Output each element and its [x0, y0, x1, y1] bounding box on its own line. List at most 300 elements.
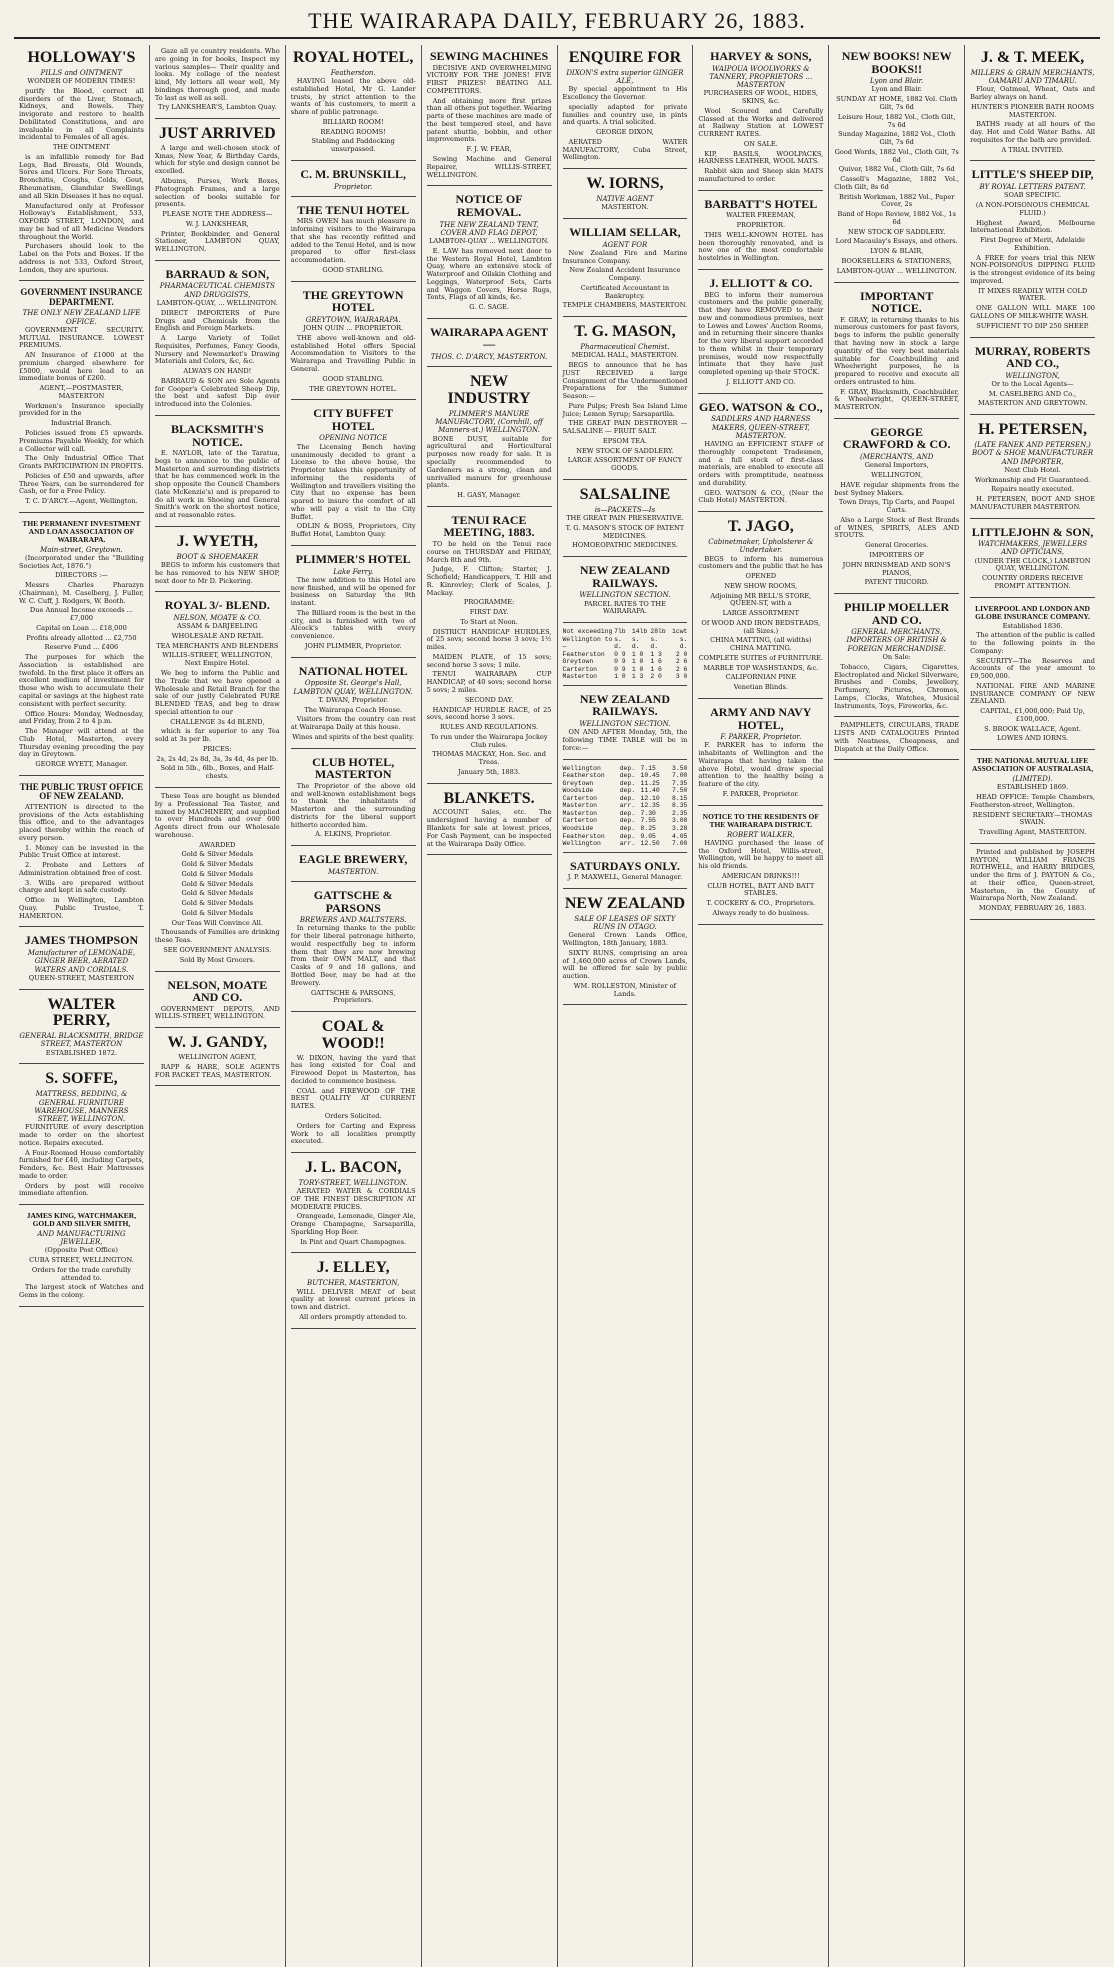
ad-subtitle: Featherston. [330, 68, 376, 77]
ad-body [427, 809, 552, 848]
ad-text: TEMPLE CHAMBERS, MASTERTON. [562, 301, 688, 310]
ad-title: CLUB HOTEL, MASTERTON [312, 754, 395, 782]
table-cell: 0 9 [614, 650, 626, 658]
ad-subtitle: (LATE FANEK AND PETERSEN,) BOOT & SHOE MANUFACTURER AND IMPORTER, [971, 441, 1094, 466]
ad-title: WALTER PERRY, [47, 995, 116, 1030]
ad-text: MONDAY, FEBRUARY 26, 1883. [978, 904, 1087, 913]
ad-body [291, 1289, 416, 1322]
ad-subtitle: F. PARKER, Proprietor. [720, 733, 802, 742]
ad-text: H. PETERSEN, BOOT AND SHOE MANUFACTURER MASTERTON. [970, 495, 1095, 511]
ad-subtitle: BUTCHER, MASTERTON, [307, 1279, 400, 1288]
column-3 [286, 45, 422, 1967]
ad-subtitle: NELSON, MOATE & CO. [173, 613, 262, 622]
advertisement [698, 514, 823, 699]
ad-text: AWARDED [199, 840, 236, 849]
ad-title: J. ELLIOTT & CO. [709, 275, 813, 290]
ad-subtitle: TORY-STREET, WELLINGTON. [298, 1178, 408, 1187]
table-cell: dep. [619, 794, 636, 802]
ad-text: Flour, Oatmeal, Wheat, Oats and Barley always on hand. [970, 85, 1095, 102]
ad-text: A. ELKINS, Proprietor. [315, 830, 392, 839]
ad-subtitle: is—PACKETS—Is [594, 505, 656, 514]
ad-text: 2s, 2s 4d, 2s 8d, 3s, 3s 4d, 4s per lb. [156, 754, 279, 763]
ad-text: RAPP & HARE, SOLE AGENTS FOR PACKET TEAS, MASTERTON. [154, 1062, 280, 1079]
ad-text: PAMPHLETS, CIRCULARS, TRADE LISTS AND CATALOGUES Printed with Neatness, Cheapness, and Dispatch at the Daily Office. [834, 721, 960, 753]
ad-text: In returning thanks to the public for their liberal patronage hitherto, would respectfully beg to inform them that they are now brewing from their OWN MALT, and that Casks of 9 and 18 gallons, and Bottled Beer, may be had at the Brewery. [290, 924, 416, 987]
ad-text: ESTABLISHED 1869. [996, 783, 1069, 792]
table-cell: 14lb [631, 628, 648, 636]
advertisement [563, 482, 688, 557]
ad-text: Gaze all ye country residents. Who are going in for books, Inspect my various samples— Their quality and looks. My collage of the neatest kind, My letters all wear well, My bindings thorough good, and made To last as well as sell. [154, 47, 280, 102]
table-cell: dep. [619, 832, 636, 840]
ad-text: Sunday Magazine, 1882 Vol., Cloth Gilt, 7s 6d [838, 130, 956, 147]
ad-title: THE PERMANENT INVESTMENT AND LOAN ASSOCIATION OF WAIRARAPA. [22, 518, 141, 544]
ad-subtitle: WATCHMAKERS, JEWELLERS AND OPTICIANS, [977, 540, 1088, 557]
advertisement [698, 272, 823, 394]
ad-title: GEO. WATSON & CO., [699, 399, 823, 414]
ad-body [834, 462, 959, 587]
ad-title: W. IORNS, [586, 175, 664, 193]
ad-text: British Workman, 1882 Vol., Paper Cover, 2s [838, 192, 955, 209]
ad-text: CUBA STREET, WELLINGTON. [29, 1256, 134, 1265]
ad-body [291, 1188, 416, 1246]
ad-title: T. JAGO, [727, 518, 794, 536]
ad-text: GOOD STABLING. [322, 374, 384, 383]
ad-text: Our Teas Will Convince All. [171, 918, 263, 927]
ad-text: Quiver, 1882 Vol., Cloth Gilt, 7s 6d [838, 165, 955, 174]
ad-text: COAL and FIREWOOD OF THE BEST QUALITY AT CURRENT RATES. [290, 1086, 416, 1111]
ad-text: A Four-Roomed House comfortably furnished for £40, including Carpets, Fenders, &c. Best Hair Mattresses made to order. [19, 1148, 144, 1180]
ad-text: General Importers, [864, 461, 929, 470]
ad-title: PHILIP MOELLER AND CO. [844, 600, 950, 627]
ad-text: The largest stock of Watches and Gems in the colony. [19, 1283, 144, 1300]
ad-text: HAVING an EFFICIENT STAFF of thoroughly competent Tradesmen, and a full stock of first-class materials, are enabled to execute all orders with promptitude, neatness and durability. [698, 440, 824, 487]
ad-text: WELLINGTON, [871, 471, 923, 480]
ad-text: READING ROOMS! [320, 127, 386, 136]
ad-body [970, 623, 1095, 744]
ad-body [698, 441, 823, 505]
ad-subtitle: WELLINGTON, [1005, 371, 1060, 380]
ad-subtitle: NATIVE AGENT [596, 194, 654, 203]
ad-subtitle: AGENT FOR [602, 240, 648, 249]
advertisement [834, 45, 959, 283]
table-cell: Featherston [562, 832, 605, 840]
ad-text: Try LANKSHEAR'S, Lambton Quay. [158, 103, 277, 112]
column-1 [14, 45, 150, 1967]
ad-text: PURCHASERS OF WOOL, HIDES, SKINS, &c. [703, 89, 818, 106]
ad-text: Next Club Hotel. [1004, 465, 1061, 474]
ad-body [698, 212, 823, 263]
ad-text: Established 1836. [1002, 621, 1063, 630]
table-cell: 28lb [650, 628, 666, 636]
ad-text: DIRECT IMPORTERS of Pure Drugs and Chemicals from the English and Foreign Markets. [154, 308, 280, 333]
ad-text: specially adapted for private families and country use, in pints and quarts. A trial solicited. [562, 102, 688, 127]
ad-text: WM. ROLLESTON, Minister of Lands. [573, 981, 677, 998]
ad-body [19, 1124, 144, 1198]
ad-text: NEW SHOW ROOMS, [724, 581, 798, 590]
advertisement [563, 625, 688, 686]
ad-text: NEW STOCK OF SADDLERY. [848, 227, 946, 236]
ad-body [970, 558, 1095, 591]
ad-text: Gold & Silver Medals [181, 869, 254, 878]
ad-text: TO be held on the Tenui race course on THURSDAY and FRIDAY, March 8th and 9th. [426, 539, 552, 564]
ad-text: MARBLE TOP WASHSTANDS, &c. [703, 663, 819, 672]
advertisement [291, 1155, 416, 1253]
ad-text: BONE DUST, suitable for agricultural and Horticultural purposes now ready for sale. It is specially recommended to Gardeners as a strong, clean and unrivalled manure for greenhouse plants. [426, 434, 552, 490]
advertisement [155, 45, 280, 119]
ad-text: ACCOUNT Sales, etc. The undersigned having a number of Blankets for sale at lowest prices, For Cash Payment, can be inspected at the Wairarapa Daily Office. [426, 808, 552, 848]
ad-title: J. & T. MEEK, [980, 49, 1085, 66]
table-row [563, 817, 688, 825]
ad-text: T. COCKERY & CO., Proprietors. [706, 899, 816, 908]
advertisement [563, 221, 688, 317]
ad-body [698, 742, 823, 798]
table-cell: Featherston [562, 772, 605, 780]
ad-body [563, 515, 688, 550]
ad-text: MAIDEN PLATE, of 15 sovs; second horse 3 sovs; 1 mile. [426, 652, 552, 669]
advertisement [563, 891, 688, 1005]
ad-subtitle: ROBERT WALKER, [726, 830, 795, 839]
table-row [563, 658, 688, 666]
ad-title: MURRAY, ROBERTS AND CO., [974, 343, 1091, 371]
advertisement [834, 596, 959, 717]
ad-text: A TRIAL INVITED. [1001, 145, 1064, 154]
advertisement [563, 319, 688, 480]
advertisement [563, 762, 688, 853]
ad-text: Policies of £50 and upwards, after Three Years, can be surrendered for Cash, or for a Free Policy. [19, 471, 144, 496]
ad-text: AGENT,—POSTMASTER, MASTERTON [39, 384, 124, 400]
table-cell: 8.15 [672, 794, 688, 802]
advertisement [970, 45, 1095, 161]
ad-text: Or to the Local Agents— [991, 379, 1074, 388]
ad-title: C. M. BRUNSKILL, [300, 166, 407, 181]
ad-text: J. P. MAXWELL, General Manager. [567, 873, 683, 882]
ad-text: The Licensing Bench having unanimously decided to grant a License to the above house, the Proprietor takes this opportunity of informing the residents of Wellington and travellers visiting the City that no expense has been spared to insure the comfort of all who will pay a visit to the City Buffet. [290, 442, 416, 521]
table-cell: 3 0 [675, 673, 688, 681]
ad-title: ENQUIRE FOR [568, 49, 682, 66]
table-cell: dep. [619, 809, 636, 817]
ad-text: MASTERTON. [601, 203, 649, 212]
table-cell: s. d. [631, 635, 640, 651]
advertisement [155, 1030, 280, 1086]
column-2 [150, 45, 286, 1967]
ad-text: Purchasers should look to the Label on the Pots and Boxes. If the address is not 533, Oxford Street, London, they are spurious. [19, 242, 144, 274]
ad-text: J. ELLIOTT AND CO. [726, 377, 796, 386]
ad-text: THOMAS MACKAY, Hon. Sec. and Treas. [432, 750, 547, 767]
ad-text: T. G. MASON'S STOCK OF PATENT MEDICINES. [565, 523, 685, 540]
ad-body [291, 697, 416, 742]
ad-subtitle: Manufacturer of LEMONADE, GINGER BEER, AERATED WATERS AND CORDIALS. [27, 949, 136, 974]
ad-title: ROYAL HOTEL, [293, 49, 414, 66]
ad-text: To Start at Noon. [460, 617, 518, 626]
table-cell: 4.05 [672, 832, 688, 840]
ad-text: DIRECTORS :— [54, 571, 108, 580]
ad-subtitle: Main-street, Greytown. [40, 545, 123, 554]
table-cell: Masterton [562, 802, 598, 810]
table-cell: 7.30 [640, 809, 656, 817]
ad-text: Albums, Purses, Work Boxes, Photograph Frames, and a large selection of books suitable for presents. [154, 176, 280, 209]
ad-text: SOAB SPECIFIC. [1003, 191, 1062, 200]
ad-subtitle: WELLINGTON SECTION. [579, 720, 671, 729]
ad-title: ROYAL 3/- BLEND. [164, 598, 270, 613]
table-cell: 3.28 [672, 824, 688, 832]
table-cell: 1 0 [631, 658, 644, 666]
advertisement [563, 855, 688, 889]
ad-text: CAPITAL, £1,000,000; Paid Up, £100,000. [980, 707, 1085, 723]
ad-text: Highest Award, Melbourne International Exhibition. [970, 218, 1095, 235]
ad-title: LITTLE'S SHEEP DIP, [971, 167, 1094, 182]
ad-text: By special appointment to His Excellency the Governor. [562, 85, 688, 102]
ad-text: FURNITURE of every description made to order on the shortest notice. Repairs executed. [19, 1123, 144, 1147]
ad-text: 2. Probate and Letters of Administration obtained free of cost. [19, 861, 144, 877]
table-row [563, 666, 688, 674]
ad-text: ON SALE. [743, 139, 778, 148]
ad-text: CLUB HOTEL, BATT AND BATT STABLES. [707, 881, 815, 898]
ad-body [563, 86, 688, 162]
ad-text: These Teas are bought as blended by a Professional Tea Taster, and mixed by MACHINERY, and supplied to over Hundreds and over 600 Agents direct from our Wholesale warehouse. [154, 791, 280, 839]
ad-text: F. PARKER, Proprietor. [722, 790, 799, 799]
table-row [563, 673, 688, 681]
ad-body [427, 65, 552, 180]
ad-text: LAMBTON-QUAY ... WELLINGTON. [429, 237, 549, 245]
advertisement [291, 402, 416, 546]
advertisement [19, 929, 144, 989]
ad-body [291, 1055, 416, 1146]
ad-text: IT MIXES READILY WITH COLD WATER. [977, 286, 1088, 303]
advertisement [155, 790, 280, 972]
table-cell: 9.05 [640, 832, 656, 840]
ad-text: LOWES AND IORNS. [997, 734, 1069, 743]
ad-subtitle: WAIPOUA WOOLWORKS & TANNERY, PROPRIETORS ... MASTERTON [709, 64, 813, 90]
advertisement [563, 559, 688, 623]
table-cell: 7.15 [640, 764, 656, 772]
ad-text: (Incorporated under the "Building Societies Act, 1876.") [19, 553, 144, 570]
ad-text: Office Hours: Monday, Wednesday, and Friday, from 2 to 4 p.m. [19, 709, 144, 726]
ad-text: T. DWAN, Proprietor. [318, 695, 389, 704]
ad-text: GEORGE WYETT, Manager. [35, 760, 128, 769]
advertisement [427, 369, 552, 506]
ad-text: January 5th, 1883. [457, 767, 521, 776]
ad-text: Certificated Accountant in Bankruptcy. [580, 283, 670, 300]
ad-text: A Large Variety of Toilet Requisites, Perfumes, Fancy Goods, Nursery and Newmarket's Drawing Materials and Colors, &c, &c. [154, 334, 280, 366]
ad-text: WALTER FREEMAN, [726, 211, 796, 220]
ad-body [563, 932, 688, 998]
ad-body [834, 317, 959, 412]
advertisement [698, 45, 823, 191]
ad-text: PLEASE NOTE THE ADDRESS— [162, 210, 273, 219]
table-cell: 7.00 [672, 840, 688, 848]
ad-body [563, 352, 688, 473]
ad-text: HEAD OFFICE: Temple Chambers, Featherston-street, Wellington. [970, 793, 1095, 809]
ad-body [698, 556, 823, 692]
ad-text: General Crown Lands Office, Wellington, 18th January, 1883. [562, 931, 688, 948]
ad-text: LAMBTON-QUAY, ... WELLINGTON. [156, 298, 278, 307]
ad-text: which is far superior to any Tea sold at 3s per lb. [154, 727, 280, 744]
ad-text: 1. Money can be invested in the Public Trust Office at interest. [19, 843, 144, 860]
ad-text: And obtaining more first prizes than all others put together. Wearing parts of these machines are made of the best tempered steel, and have patent shuttle, bobbin, and other improvements. [426, 96, 552, 144]
ad-text: Venetian Blinds. [733, 683, 788, 692]
ad-body [19, 555, 144, 769]
ad-body [19, 975, 144, 983]
ad-text: To run under the Wairarapa Jockey Club rules. [430, 732, 548, 749]
ad-title: TENUI RACE MEETING, 1883. [443, 512, 535, 540]
ad-text: ODLIN & BOSS, Proprietors, City Buffet Hotel, Lambton Quay. [290, 522, 416, 539]
ad-text: Gold & Silver Medals [181, 879, 254, 888]
ad-text: THE above well-known and old-established Hotel offers Special Accommodation to Visitors to the Wairarapa and Travelling Public in General. [290, 333, 416, 373]
ad-text: OPENED [745, 572, 777, 581]
ad-body [155, 1054, 280, 1079]
ad-text: Visitors from the country can rest at Wairarapa Daily at this house. [290, 715, 416, 732]
ad-text: GOOD STABLING. [322, 265, 384, 274]
table-cell: 12.10 [640, 794, 660, 802]
table-row [563, 825, 688, 833]
ad-text: WILL DELIVER MEAT of best quality at lowest current prices in town and district. [290, 1287, 416, 1312]
ad-text: Leisure Hour, 1882 Vol., Cloth Gilt, 7s 6d [837, 112, 956, 129]
ad-text: Profits already allotted ... £2,750 [26, 633, 137, 642]
ad-text: The purposes for which the Association is established are twofold. In the first place it offers an excellent medium of investment for those who wish to accumulate their capital or savings at the highest rate consistent with perfect security. [19, 653, 144, 708]
ad-text: HAVING leased the above old-established Hotel, Mr G. Lander trusts, by strict attention to the wants of his customers, to merit a share of public patronage. [290, 77, 416, 117]
ad-text: PATENT TRICORD. [864, 578, 929, 587]
table-cell: 0 9 [614, 665, 626, 673]
table-cell: 11.25 [640, 779, 660, 787]
table-cell: Woodside [562, 787, 594, 795]
table-cell: 3.00 [672, 817, 688, 825]
ad-subtitle: Opposite St. George's Hall, LAMBTON QUAY, WELLINGTON. [293, 679, 413, 696]
ad-body [427, 541, 552, 777]
table-cell: 1 0 [631, 650, 644, 658]
advertisement [291, 660, 416, 749]
ad-text: Capital on Loan ... £18,000 [36, 623, 127, 632]
table-row [563, 833, 688, 841]
columns [14, 45, 1100, 1967]
ad-text: W. J. LANKSHEAR, [185, 219, 249, 228]
ad-body [155, 1006, 280, 1022]
ad-title: HARVEY & SONS, [710, 49, 812, 63]
ad-text: The Proprietor of the above old and well-known establishment begs to thank the inhabitants of Masterton and the surrounding districts for the liberal support hitherto accorded him. [290, 781, 416, 829]
ad-subtitle: (MERCHANTS, AND [859, 453, 934, 462]
ad-text: A FREE for years trial this NEW NON-POISONOUS DIPPING FLUID is the strongest evidence of its being improved. [970, 253, 1095, 285]
ad-text: COUNTRY ORDERS RECEIVE PROMPT ATTENTION. [981, 574, 1084, 591]
table-cell: Carterton [562, 665, 598, 673]
ad-text: PROPRIETOR. [736, 221, 786, 230]
advertisement [563, 688, 688, 760]
ad-title: PLIMMER'S HOTEL [295, 551, 411, 566]
table-cell: Carterton [562, 794, 598, 802]
table-cell: Wellington to— [562, 635, 613, 651]
ad-body [155, 300, 280, 409]
ad-text: M. CASELBERG AND Co., [988, 389, 1077, 398]
ad-text: purify the Blood, correct all disorders of the Liver, Stomach, Kidneys, and Bowels. They invigorate and restore to health Debilitated Constitutions, and are invaluable in all Complaints incidental to Females of all ages. [19, 86, 144, 142]
ad-text: BOOKSELLERS & STATIONERS, [841, 256, 952, 265]
ad-text: The new addition to this Hotel are now finished, and will be opened for business on Saturday the 9th instant. [290, 575, 416, 608]
ad-text: S. BROOK WALLACE, Agent. [984, 724, 1081, 733]
column-6 [693, 45, 829, 1967]
ad-title: LIVERPOOL AND LONDON AND GLOBE INSURANCE COMPANY. [975, 603, 1090, 621]
ad-title: SATURDAYS ONLY. [570, 858, 680, 873]
ad-text: Due Annual Income exceeds ... £7,000 [29, 606, 133, 623]
ad-subtitle: GENERAL BLACKSMITH, BRIDGE STREET, MASTERTON [19, 1032, 144, 1049]
advertisement [155, 529, 280, 592]
ad-text: BILLIARD ROOM! [322, 117, 384, 126]
ad-text: GATTSCHE & PARSONS, Proprietors. [310, 988, 396, 1005]
table-cell: 2 0 [675, 650, 688, 658]
advertisement [155, 418, 280, 527]
ad-title: J. L. BACON, [304, 1159, 402, 1177]
table-cell: 7.00 [672, 772, 688, 780]
column-5 [558, 45, 694, 1967]
table-cell: dep. [619, 779, 636, 787]
ad-text: BEGS to inform his customers that he has removed to his NEW SHOP, next door to Mr D. Pickering. [154, 561, 280, 585]
ad-title: BARBATT'S HOTEL [704, 196, 818, 211]
advertisement [427, 509, 552, 784]
table-cell: 2 6 [675, 665, 688, 673]
ad-body [563, 250, 688, 310]
ad-text: Printed and published by JOSEPH PAYTON, WILLIAM FRANCIS ROTHWELL, and HARRY BRIDGES, under the firm of J. PAYTON & Co., at their office, Queen-street, Masterton, in the County of Wairarapa North, New Zealand. [970, 847, 1095, 903]
ad-text: Manufactured only at Professor Holloway's Establishment, 533, OXFORD STREET, LONDON, and may be had of all Medicine Vendors throughout the World. [19, 201, 144, 241]
ad-text: Stabling and Paddocking unsurpassed. [311, 137, 395, 154]
table-cell: dep. [619, 764, 636, 772]
table-cell: 1cwt [672, 628, 688, 636]
advertisement [427, 45, 552, 186]
table-cell: 7lb [614, 628, 626, 636]
timetable [563, 628, 688, 681]
table-cell: Featherston [562, 650, 605, 658]
ad-text: WILLIS-STREET, WELLINGTON, Next Empire Hotel. [162, 651, 273, 668]
ad-subtitle: OPENING NOTICE [319, 434, 388, 443]
ad-text: A large and well-chosen stock of Xmas, New Year, & Birthday Cards, which for style and design cannot be excelled. [154, 143, 280, 176]
ad-text: SEE GOVERNMENT ANALYSIS. [163, 945, 272, 954]
ad-title: THE PUBLIC TRUST OFFICE OF NEW ZEALAND. [19, 781, 144, 802]
ad-text: ESTABLISHED 1872. [45, 1048, 118, 1057]
ad-body [291, 218, 416, 274]
ad-title: NOTICE OF REMOVAL. [455, 192, 523, 219]
advertisement [970, 521, 1095, 598]
ad-text: SIXTY RUNS, comprising an area of 1,460,000 acres of Crown Lands, will be offered for sale by public auction. [562, 948, 688, 981]
ad-title: WILLIAM SELLAR, [569, 225, 681, 239]
ad-text: (UNDER THE CLOCK,) LAMBTON QUAY, WELLINGTON. [974, 556, 1091, 573]
ad-subtitle: AND MANUFACTURING JEWELLER, [37, 1229, 126, 1247]
ad-body [291, 78, 416, 154]
ad-subtitle: PHARMACEUTICAL CHEMISTS AND DRUGGISTS, [159, 282, 275, 299]
ad-title: ARMY AND NAVY HOTEL, [710, 704, 812, 732]
advertisement [970, 163, 1095, 337]
ad-text: ON AND AFTER Monday, 5th, the following TIME TABLE will be in force:— [562, 728, 688, 752]
ad-text: AN Insurance of £1000 at the premium charged elsewhere for £5000, would here lead to an immediate bonus of £260. [19, 351, 144, 383]
ad-text: LAMBTON-QUAY ... WELLINGTON. [836, 266, 957, 275]
ad-title: LITTLEJOHN & SON, [971, 524, 1094, 539]
masthead [14, 0, 1100, 39]
ad-body [291, 577, 416, 651]
ad-subtitle: BOOT & SHOEMAKER [176, 552, 259, 561]
ad-text: Policies issued from £5 upwards. Premiums Payable Weekly, for which a Collector will call. [19, 428, 144, 453]
ad-text: The Billiard room is the best in the city, and is furnished with two of Alcock's tables with every convenience. [290, 608, 416, 641]
ad-title: S. SOFFE, [45, 1070, 118, 1088]
table-cell: s. d. [679, 635, 688, 651]
ad-subtitle: SADDLERS AND HARNESS MAKERS, QUEEN-STREET, MASTERTON. [711, 415, 811, 440]
ad-text: THE GREAT PAIN PRESERVATIVE. [566, 514, 684, 523]
ad-text: SUFFICIENT TO DIP 250 SHEEP. [976, 321, 1089, 330]
table-cell: Greytown [562, 779, 594, 787]
table-cell: 7.50 [672, 787, 688, 795]
advertisement [970, 417, 1095, 518]
ad-body [970, 192, 1095, 330]
ad-text: HANDICAP HURDLE RACE, of 25 sovs, second horse 3 sovs. [426, 705, 552, 722]
ad-title: NEW ZEALAND [564, 894, 686, 912]
ad-text: H. GASY, Manager. [457, 491, 521, 500]
advertisement [155, 121, 280, 261]
timetable [563, 765, 688, 848]
ad-text: IMPORTERS OF [869, 550, 925, 559]
ad-text: ALWAYS ON HAND! [183, 367, 252, 376]
